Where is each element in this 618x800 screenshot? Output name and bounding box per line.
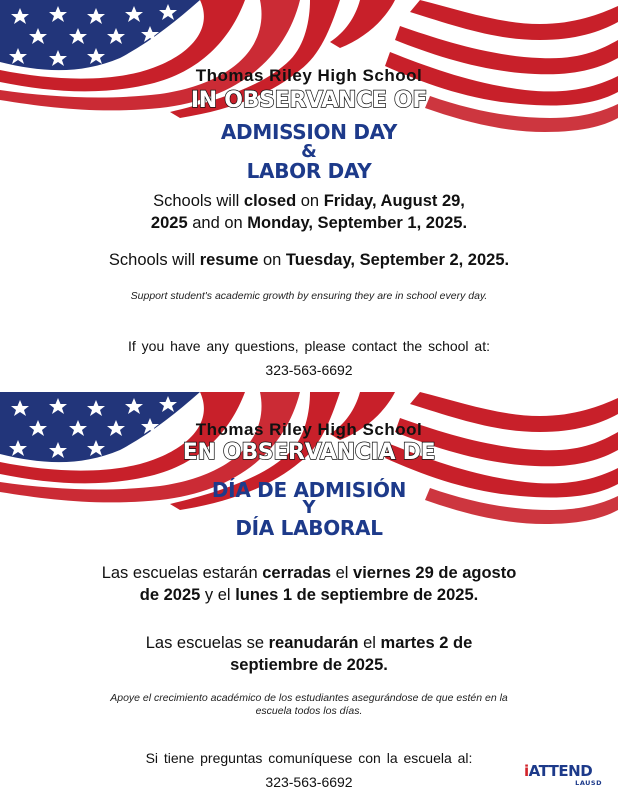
- school-name: Thomas Riley High School: [195, 66, 423, 85]
- holiday-conjunction: Y: [302, 497, 316, 518]
- attendance-note: Apoye el crecimiento académico de los estudiantes asegurándose de que estén en la escuela todos los días.: [110, 692, 508, 717]
- school-name: Thomas Riley High School: [195, 420, 423, 439]
- phone-number: 323-563-6692: [265, 774, 353, 790]
- spanish-flyer: [0, 392, 618, 800]
- contact-text: If you have any questions, please contact the school at:: [128, 338, 490, 354]
- resume-statement: Las escuelas se reanudarán el martes 2 de septiembre de 2025.: [145, 634, 473, 674]
- observance-heading: EN OBSERVANCIA DE: [182, 440, 436, 465]
- holiday-conjunction: &: [301, 141, 317, 162]
- observance-heading: IN OBSERVANCE OF: [190, 88, 428, 113]
- resume-statement: Schools will resume on Tuesday, September 2, 2025.: [108, 251, 510, 269]
- english-flyer: [0, 0, 618, 392]
- holiday-name-2: DÍA LABORAL: [235, 516, 383, 540]
- holiday-name-2: LABOR DAY: [246, 159, 372, 183]
- i-attend-logo: [524, 762, 610, 794]
- logo-subtext: LAUSD: [575, 779, 602, 787]
- closure-statement: Schools will closed on Friday, August 29, 2025 and on Monday, September 1, 2025.: [150, 192, 468, 232]
- contact-text: Si tiene preguntas comuníquese con la escuela al:: [145, 750, 473, 766]
- closure-statement: Las escuelas estarán cerradas el viernes 29 de agosto de 2025 y el lunes 1 de septiembre de 2025.: [101, 564, 517, 604]
- logo-wordmark: iATTEND: [524, 762, 593, 780]
- phone-number: 323-563-6692: [265, 362, 353, 378]
- attendance-note: Support student's academic growth by ensuring they are in school every day.: [130, 290, 488, 302]
- holiday-name-1: DÍA DE ADMISIÓN: [211, 478, 407, 502]
- holiday-name-1: ADMISSION DAY: [220, 120, 398, 144]
